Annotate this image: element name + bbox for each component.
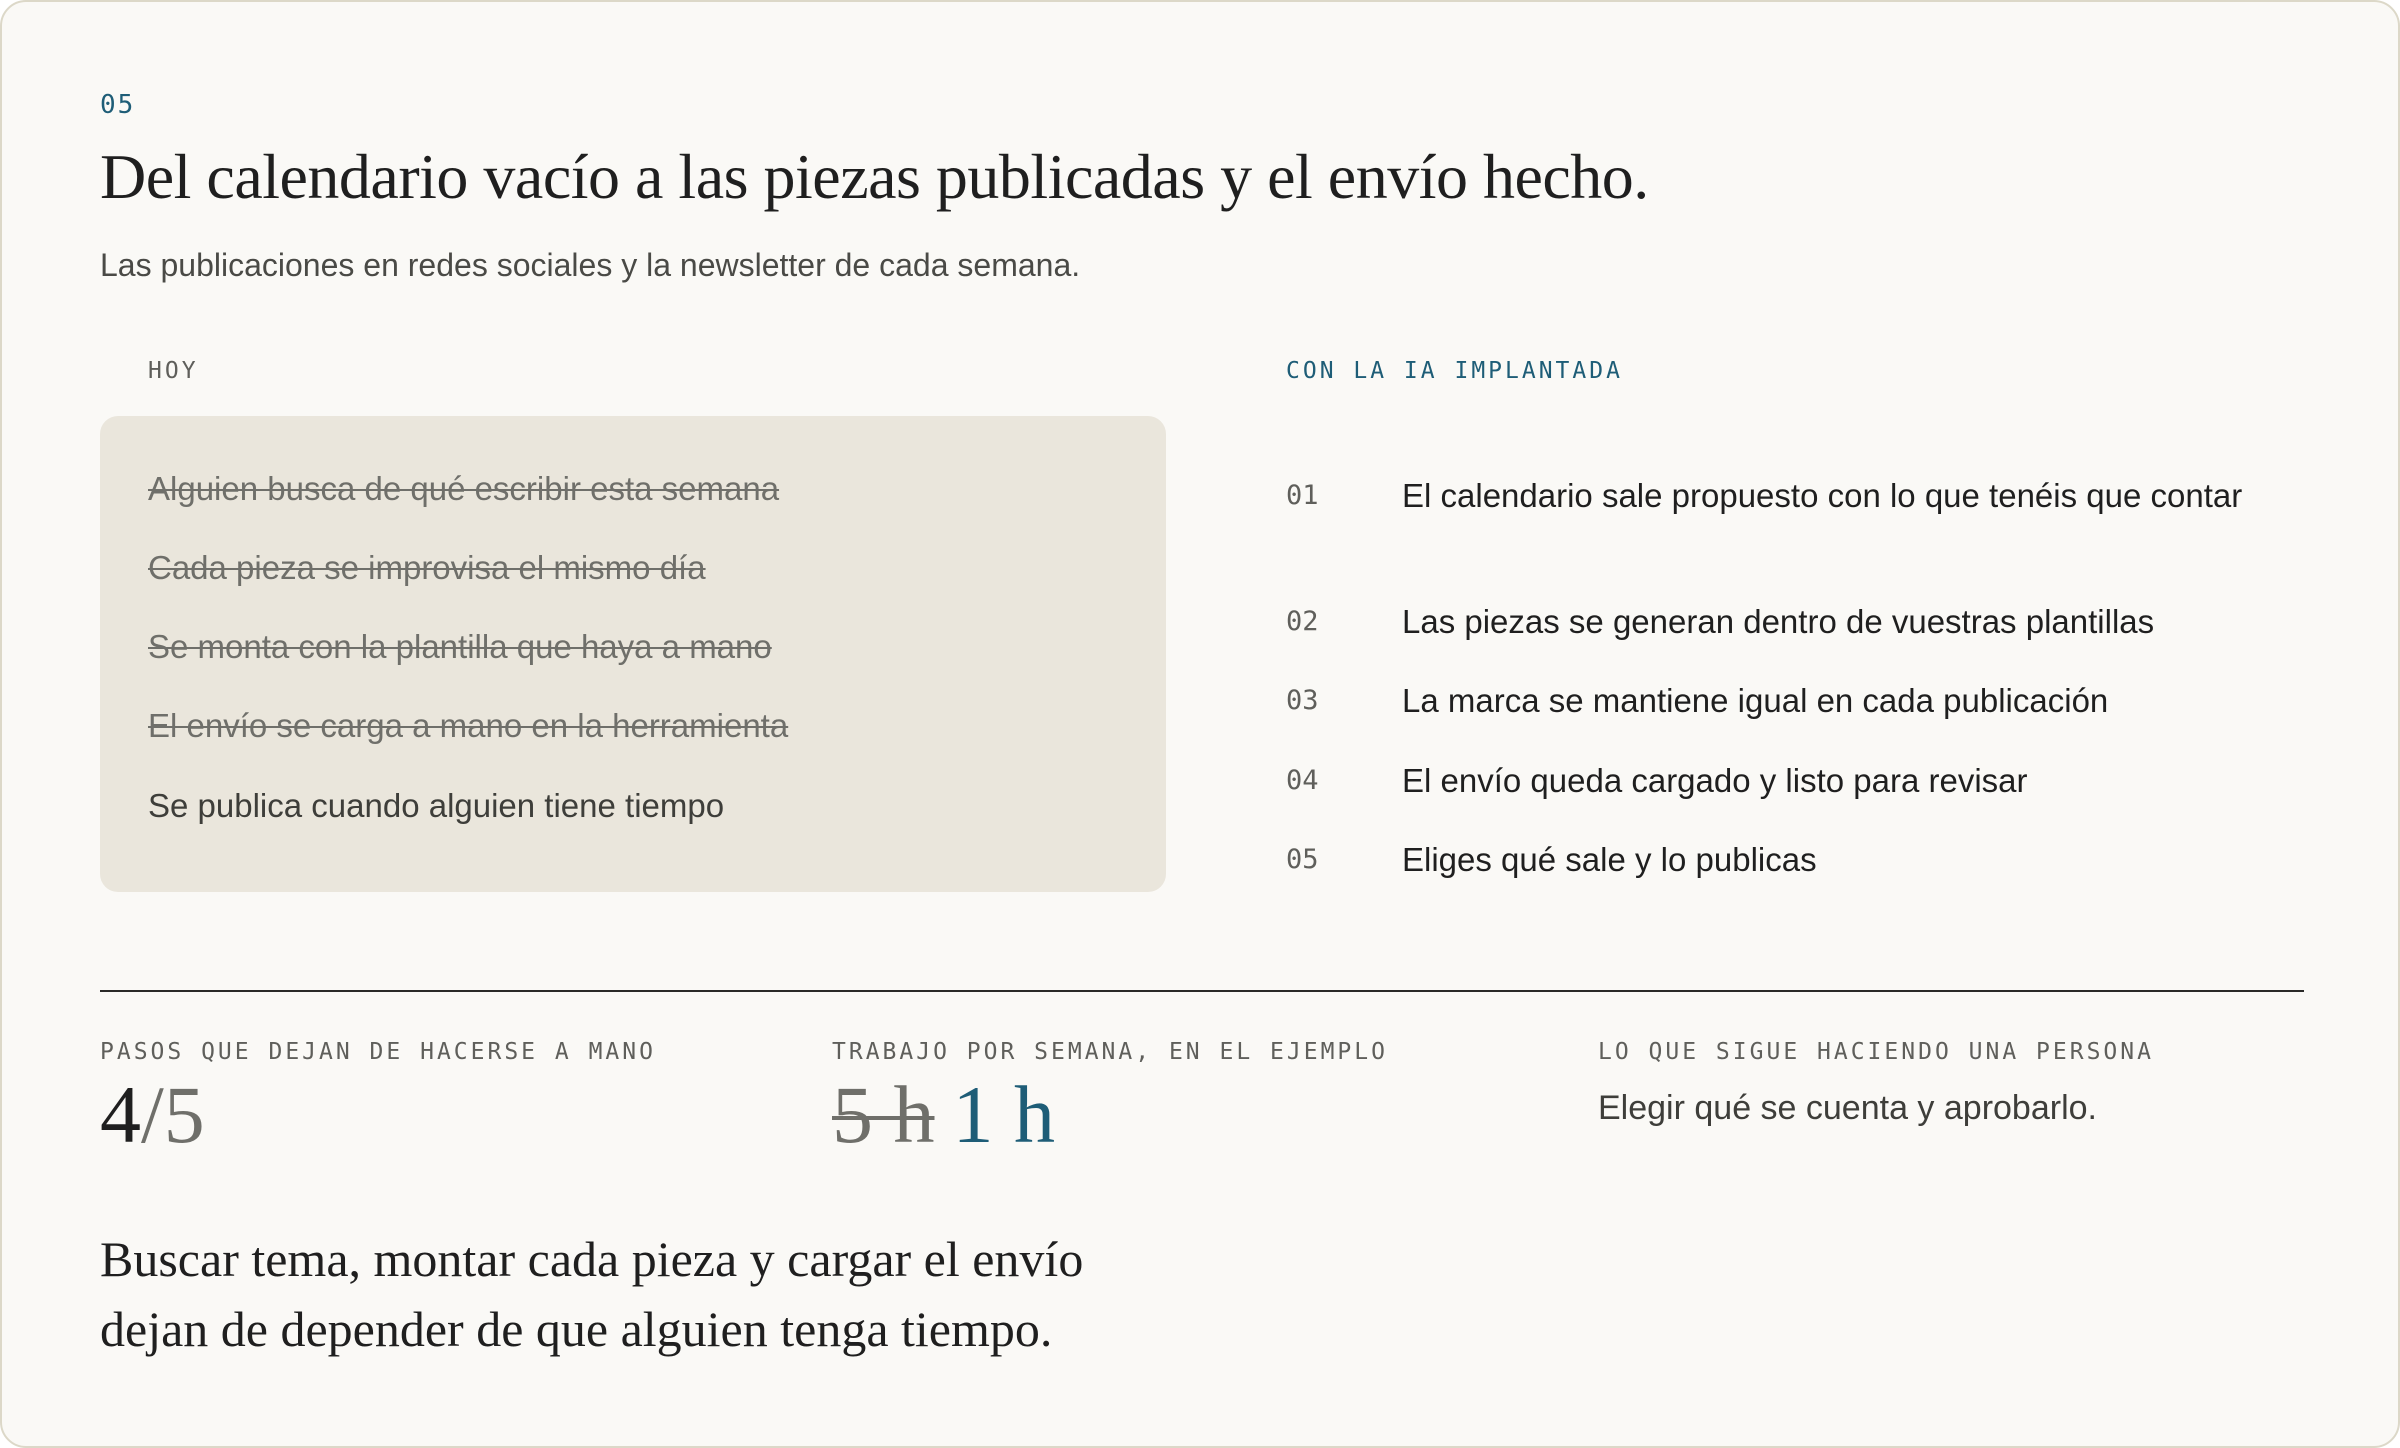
- section-number: 05: [100, 90, 136, 120]
- stat-work-value: [832, 1068, 1055, 1162]
- step-number: 02: [1286, 606, 1319, 637]
- step-text: El calendario sale propuesto con lo que tenéis que contar: [1402, 477, 2243, 514]
- stat-steps-label: PASOS QUE DEJAN DE HACERSE A MANO: [100, 1039, 656, 1065]
- stat-steps-total: /5: [141, 1069, 205, 1160]
- step-number: 03: [1286, 685, 1319, 716]
- stat-work-after: 1 h: [952, 1069, 1055, 1160]
- step-number: 01: [1286, 480, 1319, 511]
- page-subtitle: Las publicaciones en redes sociales y la newsletter de cada semana.: [100, 247, 1081, 283]
- divider: [100, 990, 2304, 992]
- stat-human-value: Elegir qué se cuenta y aprobarlo.: [1598, 1089, 2097, 1127]
- step-text: Las piezas se generan dentro de vuestras plantillas: [1402, 603, 2155, 640]
- step-number: 04: [1286, 765, 1319, 796]
- stat-steps-count: 4: [100, 1069, 141, 1160]
- stat-human-label: LO QUE SIGUE HACIENDO UNA PERSONA: [1598, 1039, 2154, 1065]
- stat-work-before: 5 h: [832, 1069, 935, 1160]
- today-item: Alguien busca de qué escribir esta semana: [148, 470, 780, 507]
- stat-steps-value: [100, 1068, 205, 1162]
- step-text: Eliges qué sale y lo publicas: [1402, 841, 1817, 878]
- step-number: 05: [1286, 844, 1319, 875]
- with-ai-label: CON LA IA IMPLANTADA: [1286, 358, 1623, 384]
- closing-line-1: Buscar tema, montar cada pieza y cargar el envío: [100, 1231, 1084, 1287]
- closing-line-2: dejan de depender de que alguien tenga tiempo.: [100, 1301, 1053, 1357]
- today-panel: [100, 416, 1166, 892]
- page-title: Del calendario vacío a las piezas publicadas y el envío hecho.: [100, 141, 1649, 212]
- step-text: La marca se mantiene igual en cada publicación: [1402, 682, 2109, 719]
- stat-work-label: TRABAJO POR SEMANA, EN EL EJEMPLO: [832, 1039, 1388, 1065]
- step-text: El envío queda cargado y listo para revisar: [1402, 762, 2028, 799]
- today-item: Se monta con la plantilla que haya a mano: [148, 628, 772, 665]
- today-item: El envío se carga a mano en la herramienta: [148, 707, 789, 744]
- today-label: HOY: [148, 358, 199, 384]
- today-item: Se publica cuando alguien tiene tiempo: [148, 787, 725, 824]
- today-item: Cada pieza se improvisa el mismo día: [148, 549, 706, 586]
- closing-statement: [100, 1224, 1083, 1364]
